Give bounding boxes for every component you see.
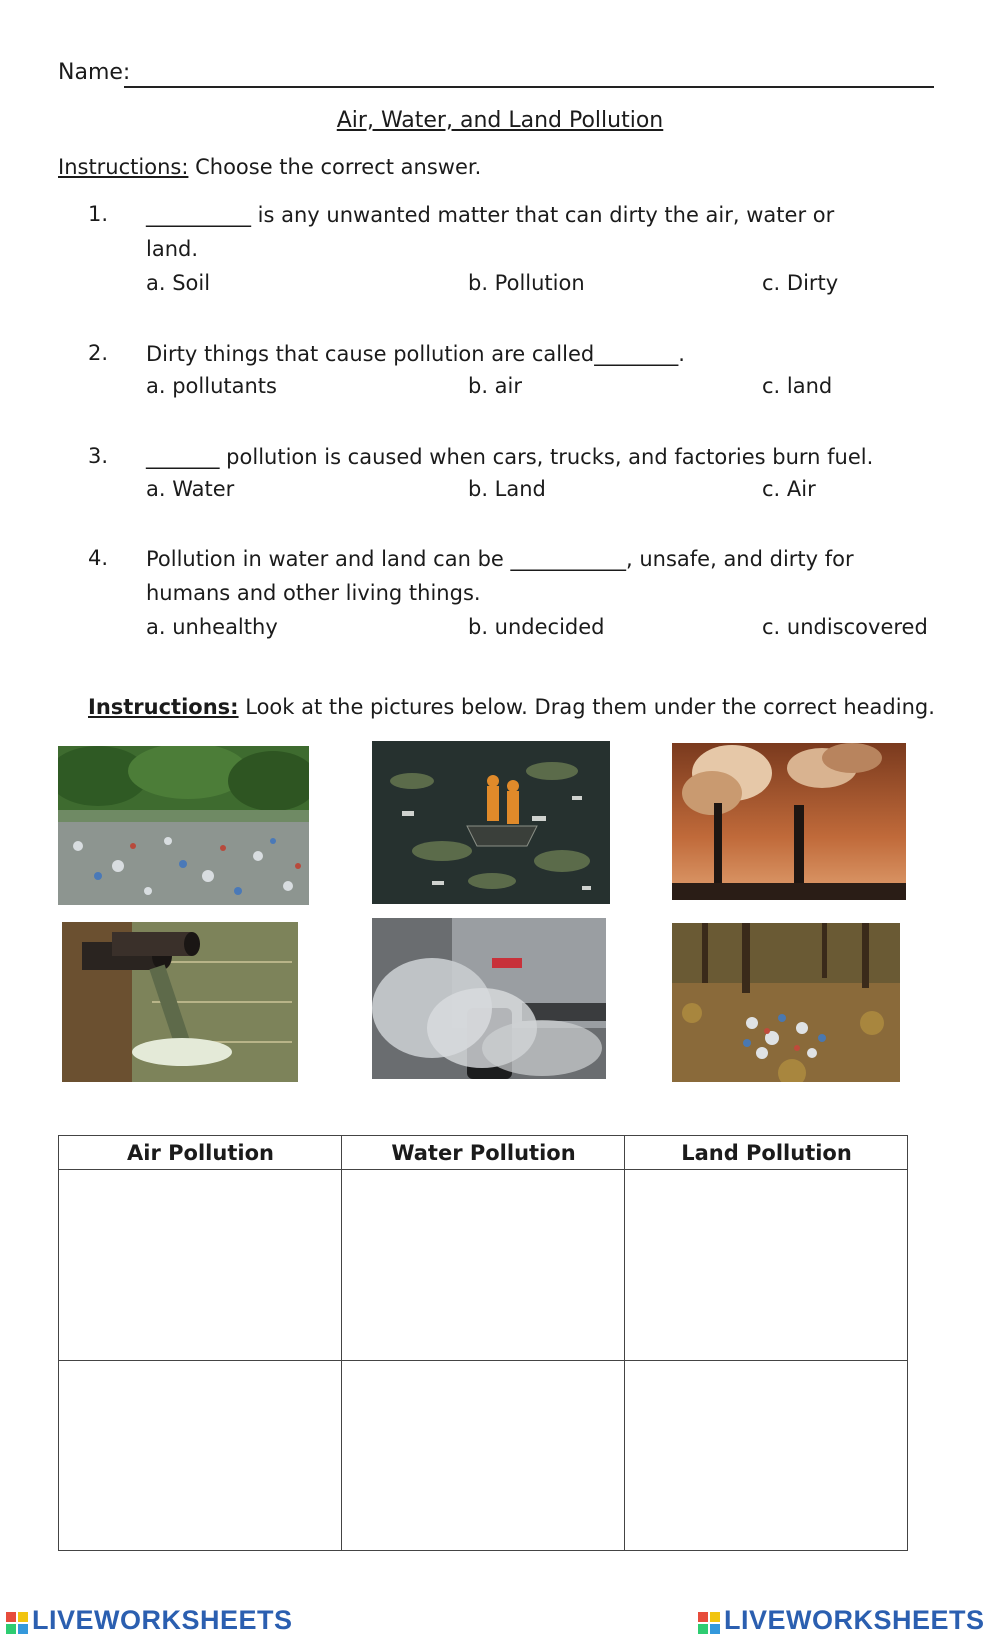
instructions-text: Look at the pictures below. Drag them under the correct heading.: [238, 695, 935, 719]
answer-option-b[interactable]: b. Land: [468, 477, 546, 501]
riverbank-garbage-photo[interactable]: [58, 746, 309, 905]
liveworksheets-logo-right: [698, 1605, 985, 1636]
header-land-pollution: Land Pollution: [681, 1141, 852, 1165]
instructions-multiple-choice: [58, 155, 481, 179]
question-text: [146, 440, 926, 474]
answer-option-a[interactable]: a. unhealthy: [146, 615, 278, 639]
litter-in-woods-photo[interactable]: [672, 923, 900, 1082]
name-label: Name:: [58, 60, 131, 85]
instructions-drag-drop: [88, 695, 935, 719]
answer-option-b[interactable]: b. undecided: [468, 615, 605, 639]
question-number: 2.: [88, 341, 109, 365]
car-exhaust-photo[interactable]: [372, 918, 606, 1079]
header-air-pollution: Air Pollution: [127, 1141, 274, 1165]
worksheet-title: Air, Water, and Land Pollution: [336, 108, 664, 133]
instructions-label: Instructions:: [58, 155, 189, 179]
drop-zone-water-1[interactable]: [342, 1170, 624, 1360]
drop-zone-land-2[interactable]: [625, 1361, 907, 1549]
answer-option-b[interactable]: b. Pollution: [468, 271, 585, 295]
drop-zone-land-1[interactable]: [625, 1170, 907, 1360]
answer-option-c[interactable]: c. Air: [762, 477, 816, 501]
answer-option-b[interactable]: b. air: [468, 374, 523, 398]
instructions-text: Choose the correct answer.: [188, 155, 482, 179]
drop-zone-air-1[interactable]: [59, 1170, 341, 1360]
question-text-line: Dirty things that cause pollution are called________.: [146, 342, 685, 366]
drop-zone-water-2[interactable]: [342, 1361, 624, 1549]
liveworksheets-mark-icon: [6, 1610, 28, 1632]
logo-text: LIVEWORKSHEETS: [32, 1605, 293, 1635]
answer-option-a[interactable]: a. Soil: [146, 271, 211, 295]
question-text-line: __________ is any unwanted matter that can dirty the air, water or: [146, 203, 835, 227]
liveworksheets-logo-left: [6, 1605, 293, 1636]
header-water-pollution: Water Pollution: [391, 1141, 576, 1165]
question-text-line: land.: [146, 237, 199, 261]
workers-cleaning-water-photo[interactable]: [372, 741, 610, 904]
answer-option-a[interactable]: a. Water: [146, 477, 235, 501]
question-number: 1.: [88, 202, 109, 226]
question-text-line: _______ pollution is caused when cars, trucks, and factories burn fuel.: [146, 445, 874, 469]
answer-option-c[interactable]: c. land: [762, 374, 833, 398]
factory-smokestacks-photo[interactable]: [672, 743, 906, 900]
drain-pipe-discharge-photo[interactable]: [62, 922, 298, 1082]
question-text-line: humans and other living things.: [146, 581, 481, 605]
question-number: 4.: [88, 546, 109, 570]
sorting-table: [58, 1135, 908, 1551]
name-input-line[interactable]: [124, 86, 934, 88]
logo-text: LIVEWORKSHEETS: [724, 1605, 985, 1635]
question-text-line: Pollution in water and land can be ___________, unsafe, and dirty for: [146, 547, 854, 571]
answer-option-a[interactable]: a. pollutants: [146, 374, 277, 398]
liveworksheets-mark-icon: [698, 1610, 720, 1632]
answer-option-c[interactable]: c. Dirty: [762, 271, 839, 295]
question-text: [146, 542, 926, 610]
drop-zone-air-2[interactable]: [59, 1361, 341, 1549]
question-text: [146, 198, 926, 266]
answer-option-c[interactable]: c. undiscovered: [762, 615, 928, 639]
instructions-label: Instructions:: [88, 695, 239, 719]
question-number: 3.: [88, 444, 109, 468]
question-text: [146, 337, 926, 371]
